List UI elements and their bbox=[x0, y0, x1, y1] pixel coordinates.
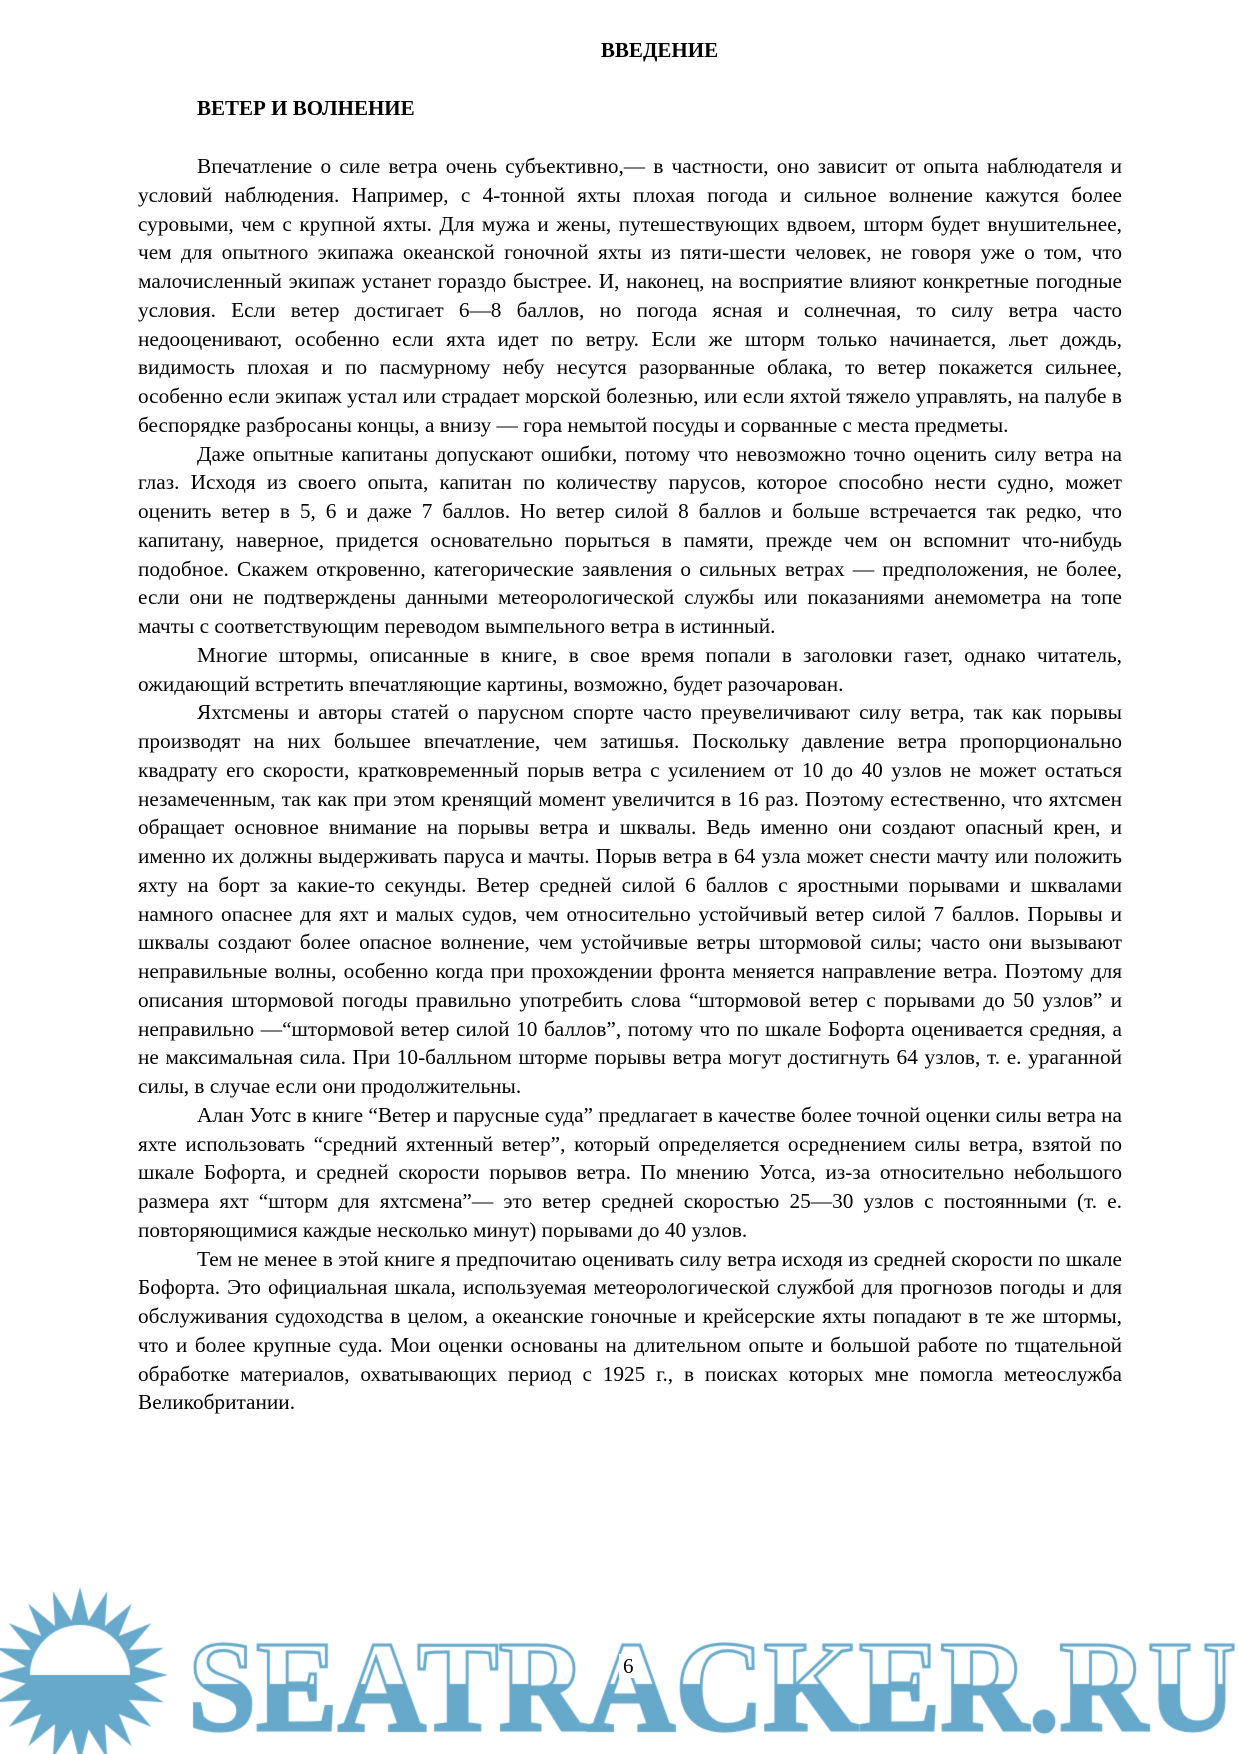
section-heading: ВЕТЕР И ВОЛНЕНИЕ bbox=[197, 96, 415, 120]
page-title: ВВЕДЕНИЕ bbox=[600, 38, 719, 62]
paragraph: Алан Уотс в книге “Ветер и парусные суда” предлагает в качестве более точной оценки силы ветра на яхте использовать “средний яхтенный ветер”, который определяется осреднением силы ветра, взятой по шкале Бофорта, и средней скорости порывов ветра. По мнению Уотса, из-за относительно небольшого размера яхт “шторм для яхтсмена”— это ветер средней скоростью 25—30 узлов с постоянными (т. е. повторяющимися каждые несколько минут) порывами до 40 узлов. bbox=[138, 1102, 1122, 1242]
paragraph: Яхтсмены и авторы статей о парусном спорте часто преувеличивают силу ветра, так как порывы производят на них большее впечатление, чем затишья. Поскольку давление ветра пропорционально квадрату его скорости, кратковременный порыв ветра с усилением от 10 до 40 узлов не может остаться незамеченным, так как при этом кренящий момент увеличится в 16 раз. Поэтому естественно, что яхтсмен обращает основное внимание на порывы ветра и шквалы. Ведь именно они создают опасный крен, и именно их должны выдерживать паруса и мачты. Порыв ветра в 64 узла может снести мачту или положить яхту на борт за какие-то секунды. Ветер средней силой 6 баллов с яростными порывами и шквалами намного опаснее для яхт и малых судов, чем относительно устойчивый ветер силой 7 баллов. Порывы и шквалы создают более опасное волнение, чем устойчивые ветры штормовой силы; часто они вызывают неправильные волны, особенно когда при прохождении фронта меняется направление ветра. Поэтому для описания штормовой погоды правильно употребить слова “штормовой ветер с порывами до 50 узлов” и неправильно —“штормовой ветер силой 10 баллов”, потому что по шкале Бофорта оценивается средняя, а не максимальная сила. При 10-балльном шторме порывы ветра могут достигнуть 64 узлов, т. е. ураганной силы, в случае если они продолжительны. bbox=[138, 700, 1122, 1098]
paragraph: Тем не менее в этой книге я предпочитаю оценивать силу ветра исходя из средней скорости по шкале Бофорта. Это официальная шкала, используемая метеорологической службой для прогнозов погоды и для обслуживания судоходства в целом, а океанские гоночные и крейсерские яхты попадают в те же штормы, что и более крупные суда. Мои оценки основаны на длительном опыте и большой работе по тщательной обработке материалов, охватывающих период с 1925 г., в поисках которых мне помогла метеослужба Великобритании. bbox=[138, 1246, 1122, 1415]
paragraph: Впечатление о силе ветра очень субъективно,— в частности, оно зависит от опыта наблюдателя и условий наблюдения. Например, с 4-тонной яхты плохая погода и сильное волнение кажутся более суровыми, чем с крупной яхты. Для мужа и жены, путешествующих вдвоем, шторм будет внушительнее, чем для опытного экипажа океанской гоночной яхты из пяти-шести человек, не говоря уже о том, что малочисленный экипаж устанет гораздо быстрее. И, наконец, на восприятие влияют конкретные погодные условия. Если ветер достигает 6—8 баллов, но погода ясная и солнечная, то силу ветра часто недооценивают, особенно если яхта идет по ветру. Если же шторм только начинается, льет дождь, видимость плохая и по пасмурному небу несутся разорванные облака, то ветер покажется сильнее, особенно если экипаж устал или страдает морской болезнью, или если яхтой тяжело управлять, на палубе в беспорядке разбросаны концы, а внизу — гора немытой посуды и сорванные с места предметы. bbox=[138, 154, 1122, 437]
body-text bbox=[138, 152, 1122, 1417]
paragraph: Даже опытные капитаны допускают ошибки, потому что невозможно точно оценить силу ветра на глаз. Исходя из своего опыта, капитан по количеству парусов, которое способно нести судно, может оценить ветер в 5, 6 и даже 7 баллов. Но ветер силой 8 баллов и больше встречается так редко, что капитану, наверное, придется основательно порыться в памяти, прежде чем он вспомнит что-нибудь подобное. Скажем откровенно, категорические заявления о сильных ветрах — предположения, не более, если они не подтверждены данными метеорологической службы или показаниями анемометра на топе мачты с соответствующим переводом вымпельного ветра в истинный. bbox=[138, 441, 1122, 638]
paragraph: Многие штормы, описанные в книге, в свое время попали в заголовки газет, однако читатель, ожидающий встретить впечатляющие картины, возможно, будет разочарован. bbox=[138, 642, 1122, 696]
page-number: 6 bbox=[619, 1654, 638, 1678]
